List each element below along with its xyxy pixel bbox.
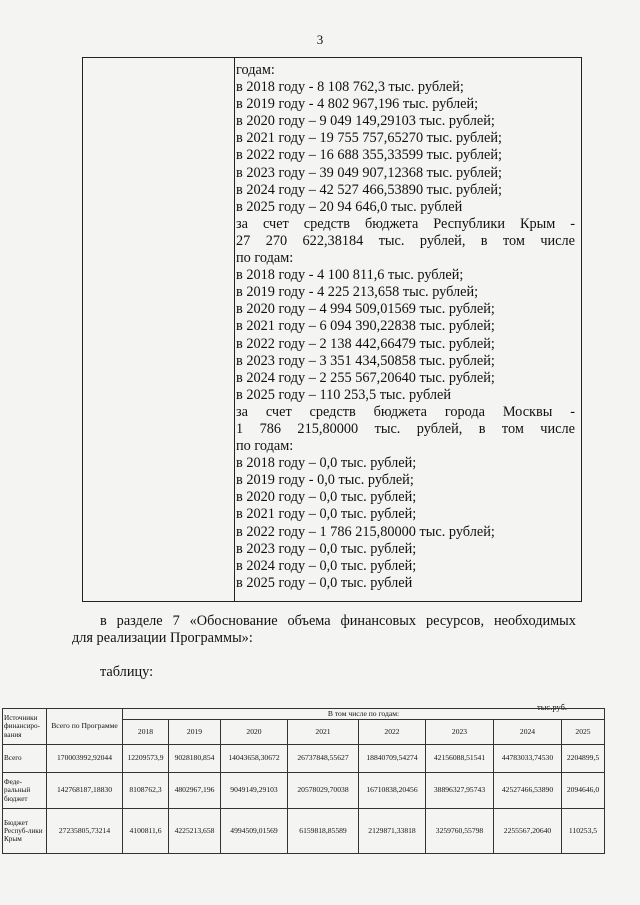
text-line-justified [236, 233, 575, 250]
row-value: 3259760,55798 [426, 809, 494, 854]
word: том [501, 420, 524, 437]
header-total: Всего по Программе [47, 709, 123, 745]
row-value: 4802967,196 [169, 773, 221, 809]
word: 786 [259, 420, 282, 437]
text-line: в 2020 году – 9 049 149,29103 тыс. рублей; [236, 113, 495, 130]
text-line: по годам: [236, 250, 294, 267]
row-value: 4225213,658 [169, 809, 221, 854]
text-line: в 2021 году – 19 755 757,65270 тыс. рублей; [236, 130, 502, 147]
text-line: в 2020 году – 4 994 509,01569 тыс. рублей; [236, 301, 495, 318]
header-year: 2019 [169, 720, 221, 745]
row-source: Всего [3, 745, 47, 773]
text-line: в 2019 году - 0,0 тыс. рублей; [236, 472, 414, 489]
header-year: 2022 [359, 720, 426, 745]
row-value: 4100811,6 [123, 809, 169, 854]
word: в [478, 420, 486, 437]
row-value: 9049149,29103 [221, 773, 288, 809]
row-value: 26737848,55627 [288, 745, 359, 773]
word: бюджета [364, 215, 419, 232]
text-line: в 2024 году – 42 527 466,53890 тыс. рублей; [236, 181, 502, 198]
row-value: 2204899,5 [562, 745, 605, 773]
word: 1 [236, 420, 244, 437]
text-line-justified [100, 613, 576, 630]
row-value: 110253,5 [562, 809, 605, 854]
row-value: 12209573,9 [123, 745, 169, 773]
word: Москвы [502, 403, 553, 420]
word: 7 [172, 613, 180, 629]
text-line: в 2024 году – 0,0 тыс. рублей; [236, 557, 417, 574]
header-year: 2021 [288, 720, 359, 745]
header-year: 2023 [426, 720, 494, 745]
word: «Обоснование [189, 613, 278, 629]
word: финансовых [340, 613, 417, 629]
header-year: 2020 [221, 720, 288, 745]
column-divider [234, 58, 235, 601]
text-line-justified [236, 216, 575, 233]
word: за [236, 215, 248, 232]
row-value: 4994509,01569 [221, 809, 288, 854]
text-line-justified [236, 421, 575, 438]
word: в [480, 232, 488, 249]
word: тыс. [378, 232, 405, 249]
row-value: 44783033,74530 [494, 745, 562, 773]
text-line: в 2022 году – 16 688 355,33599 тыс. рублей; [236, 147, 502, 164]
word: - [570, 215, 575, 232]
text-line: в 2020 году – 0,0 тыс. рублей; [236, 489, 417, 506]
table-row [3, 773, 605, 809]
word: том [502, 232, 525, 249]
word: рублей, [419, 232, 466, 249]
row-value: 2255567,20640 [494, 809, 562, 854]
table-intro: таблицу: [100, 664, 154, 680]
text-line: в 2021 году – 0,0 тыс. рублей; [236, 506, 417, 523]
row-source: Бюджет Респуб-лики Крым [3, 809, 47, 854]
row-value: 9028180,854 [169, 745, 221, 773]
funding-by-year-text [236, 62, 575, 592]
header-year: 2018 [123, 720, 169, 745]
header-year: 2024 [494, 720, 562, 745]
word: 27 [236, 232, 251, 249]
word: города [444, 403, 485, 420]
section-7-paragraph [100, 613, 576, 630]
text-line: в 2022 году – 1 786 215,80000 тыс. рублей; [236, 523, 495, 540]
page-number: 3 [316, 32, 324, 47]
header-including: В том числе по годам: [123, 709, 605, 720]
word: средств [303, 215, 351, 232]
word: бюджета [373, 403, 427, 420]
text-line: в 2022 году – 2 138 442,66479 тыс. рублей; [236, 335, 495, 352]
word: тыс. [374, 420, 401, 437]
word: - [570, 403, 575, 420]
row-source: Феде-ральный бюджет [3, 773, 47, 809]
text-line: в 2019 году - 4 225 213,658 тыс. рублей; [236, 284, 479, 301]
section-7-paragraph-cont: для реализации Программы»: [72, 630, 253, 646]
text-line: в 2018 году - 8 108 762,3 тыс. рублей; [236, 79, 464, 96]
text-line: в 2019 году - 4 802 967,196 тыс. рублей; [236, 96, 479, 113]
table-row [3, 809, 605, 854]
word: Крым [519, 215, 556, 232]
word: 622,38184 [302, 232, 364, 249]
text-line: по годам: [236, 438, 294, 455]
row-value: 2129871,33818 [359, 809, 426, 854]
row-value: 42527466,53890 [494, 773, 562, 809]
row-value: 18840709,54274 [359, 745, 426, 773]
word: 270 [265, 232, 288, 249]
text-line: в 2023 году – 39 049 907,12368 тыс. рублей; [236, 164, 502, 181]
word: разделе [116, 613, 163, 629]
text-line: в 2025 году – 110 253,5 тыс. рублей [236, 386, 452, 403]
table-row [3, 745, 605, 773]
text-line: в 2025 году – 0,0 тыс. рублей [236, 574, 413, 591]
row-value: 14043658,30672 [221, 745, 288, 773]
word: необходимых [494, 613, 576, 629]
word: ресурсов, [425, 613, 485, 629]
word: счет [265, 403, 292, 420]
text-line: в 2021 году – 6 094 390,22838 тыс. рублей; [236, 318, 495, 335]
row-total: 27235805,73214 [47, 809, 123, 854]
row-value: 38896327,95743 [426, 773, 494, 809]
text-line: в 2024 году – 2 255 567,20640 тыс. рублей; [236, 369, 495, 386]
text-line: в 2023 году – 3 351 434,50858 тыс. рублей; [236, 352, 495, 369]
word: объема [287, 613, 331, 629]
word: в [100, 613, 107, 629]
financing-table [2, 708, 605, 854]
row-value: 16710838,20456 [359, 773, 426, 809]
word: средств [309, 403, 356, 420]
header-source: Источники финансиро-вания [3, 709, 47, 745]
word: рублей, [416, 420, 463, 437]
row-value: 8108762,3 [123, 773, 169, 809]
text-line: в 2025 году – 20 94 646,0 тыс. рублей [236, 198, 463, 215]
text-line: годам: [236, 62, 275, 78]
word: Республики [433, 215, 505, 232]
row-value: 6159818,85589 [288, 809, 359, 854]
word: за [236, 403, 248, 420]
row-value: 20578029,70038 [288, 773, 359, 809]
text-line: в 2018 году - 4 100 811,6 тыс. рублей; [236, 267, 464, 284]
text-line: в 2023 году – 0,0 тыс. рублей; [236, 540, 417, 557]
word: числе [540, 232, 575, 249]
row-value: 2094646,0 [562, 773, 605, 809]
row-total: 142768187,18830 [47, 773, 123, 809]
units-label: тыс.руб. [537, 702, 568, 712]
word: счет [262, 215, 289, 232]
text-line: в 2018 году – 0,0 тыс. рублей; [236, 455, 417, 472]
row-value: 42156088,51541 [426, 745, 494, 773]
row-total: 170003992,92044 [47, 745, 123, 773]
word: числе [540, 420, 575, 437]
header-year: 2025 [562, 720, 605, 745]
word: 215,80000 [297, 420, 359, 437]
text-line-justified [236, 404, 575, 421]
